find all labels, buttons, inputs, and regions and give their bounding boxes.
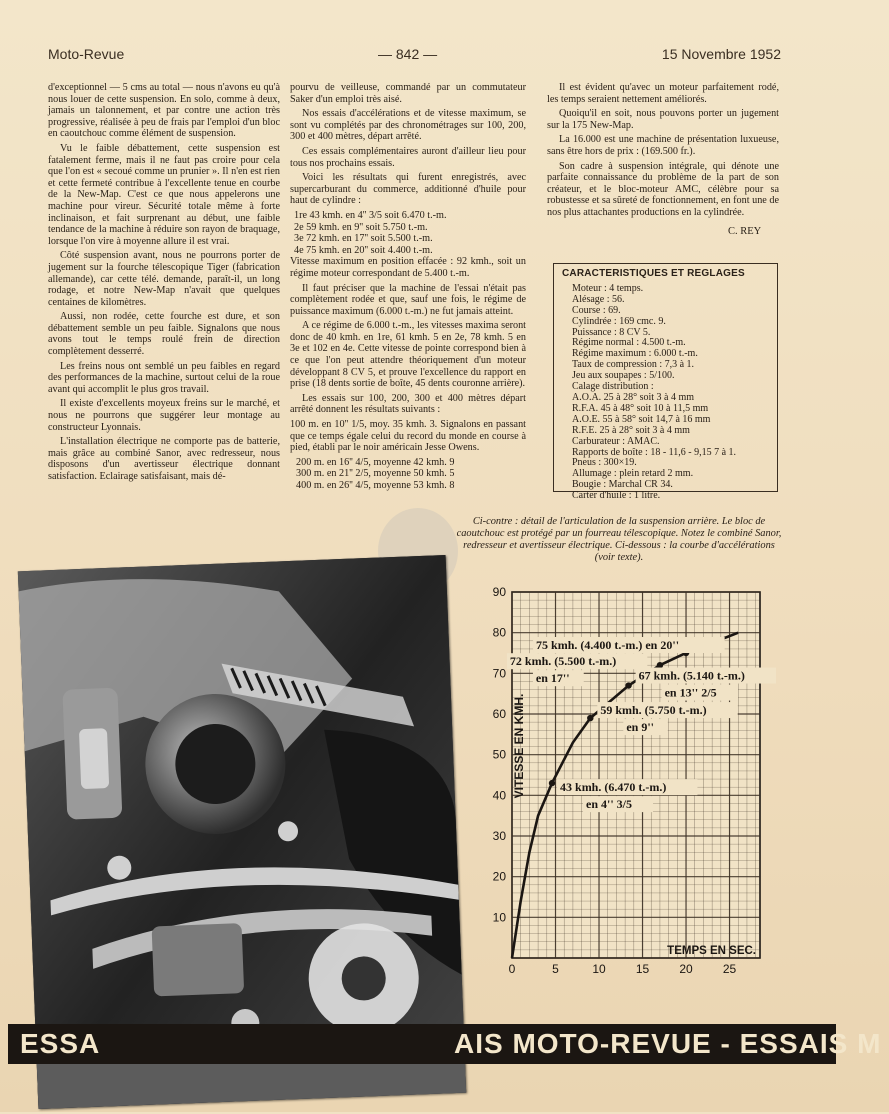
spec-row: Moteur : 4 temps. [572, 282, 644, 294]
data-point [625, 682, 631, 688]
x-tick-label: 15 [635, 962, 650, 976]
paragraph: A ce régime de 6.000 t.-m., les vitesses maxima seront donc de 40 kmh. en 1re, 61 kmh. 5 en 2e, 78 kmh. 5 en 3e et 102 en 4e. Cette vitesse de pointe correspond bien à ce que l'on peut attendre théoriquement d'un moteur développant 8 CV 5, et prouve l'excellence du rapport en prise (18 dents sortie de boîte, 45 dents couronne arrière). [290, 320, 526, 390]
author-signature: C. REY [728, 226, 762, 237]
spec-row: Bougie : Marchal CR 34. [572, 479, 673, 491]
essais-banner [8, 1024, 882, 1064]
result-line: 3e 72 kmh. en 17'' soit 5.500 t.-m. [294, 233, 433, 245]
spec-row: Régime normal : 4.500 t.-m. [572, 337, 686, 349]
data-label [533, 637, 725, 653]
paragraph: 100 m. en 10'' 1/5, moy. 35 kmh. 3. Signalons en passant que ce temps égale celui du record du monde en course à pied, établi par le noir américain Jesse Owens. [290, 419, 526, 454]
paragraph: Ces essais complémentaires auront d'ailleur lieu pour tous nos prochains essais. [290, 145, 526, 169]
paragraph: Les freins nous ont semblé un peu faibles en regard des performances de la machine, surtout celui de la roue avant qui accomplit le plus gros travail. [48, 360, 280, 395]
x-axis-ticks [509, 962, 737, 976]
data-label-text: 59 kmh. (5.750 t.-m.) [600, 703, 707, 718]
spec-row: R.F.E. 25 à 28° soit 3 à 4 mm [572, 424, 690, 436]
magazine-name: Moto-Revue [48, 46, 125, 62]
spec-row: Cylindrée : 169 cmc. 9. [572, 315, 666, 327]
spec-row: Taux de compression : 7,3 à 1. [572, 359, 695, 371]
paragraph: Il faut préciser que la machine de l'essai n'était pas complètement rodée et que, sauf une fois, le régime de puissance maximum (6.000 t.-m.) ne fut jamais atteint. [290, 282, 526, 317]
spec-row: Jeu aux soupapes : 5/100. [572, 370, 675, 382]
data-label-text: en 13'' 2/5 [664, 685, 717, 700]
spec-row: Puissance : 8 CV 5. [572, 326, 651, 338]
paragraph: Aussi, non rodée, cette fourche est dure, et son débattement semble un peu faible. Signalons que nous avons tout le temps roulé frein de direction complètement desserré. [48, 311, 280, 358]
paragraph: Son cadre à suspension intégrale, qui dénote une parfaite connaissance du problème de la part de son créateur, et le bloc-moteur AMC, célèbre pour sa robustesse et sa sûreté de fonctionnement, en font une de nos plus attachantes productions en la cylindrée. [547, 160, 779, 218]
data-label-text: en 4'' 3/5 [586, 797, 633, 812]
data-point [549, 780, 555, 786]
paragraph: pourvu de veilleuse, commandé par un commutateur Saker d'un emploi très aisé. [290, 82, 526, 105]
spec-row: Rapports de boîte : 18 - 11,6 - 9,15 7 à 1. [572, 446, 737, 458]
x-tick-label: 25 [722, 962, 737, 976]
result-line: 1re 43 kmh. en 4'' 3/5 soit 6.470 t.-m. [294, 209, 447, 221]
y-tick-label: 90 [492, 585, 506, 599]
paragraph: Quoiqu'il en soit, nous pouvons porter un jugement sur la 175 New-Map. [547, 108, 779, 131]
y-tick-label: 50 [492, 747, 506, 762]
spec-row: Allumage : plein retard 2 mm. [572, 468, 694, 480]
data-point [657, 662, 663, 668]
paragraph: Vu le faible débattement, cette suspension est fatalement ferme, mais il ne faut pas croire pour cela que l'on est « secoué comme un prunier ». Il n'en est rien et cette fermeté contribue à l'excellente tenue en courbe de la New-Map. C'est ce que nous appelerons une machine pour vireur. Sécurité totale même à forte inclinaison, et fait surprenant au début, une faible tendance de la machine à réduire son rayon de braquage, lorsque l'on vire à moyenne allure il est vrai. [48, 142, 280, 247]
text-column-1 [48, 82, 280, 514]
paragraph: Vitesse maximum en position effacée : 92 kmh., soit un régime moteur correspondant de 5.400 t.-m. [290, 256, 526, 279]
text-column-2 [290, 82, 526, 502]
acceleration-chart [470, 578, 770, 988]
y-tick-label: 40 [492, 788, 506, 803]
data-label-text: en 17'' [535, 671, 570, 686]
spec-row: A.O.E. 55 à 58° soit 14,7 à 16 mm [572, 413, 711, 425]
spec-row: Course : 69. [572, 304, 621, 316]
y-tick-label: 80 [492, 625, 506, 640]
page-header [48, 46, 781, 66]
data-label-text: 67 kmh. (5.140 t.-m.) [638, 668, 745, 683]
photo-caption: Ci-contre : détail de l'articulation de la suspension arrière. Le bloc de caoutchouc est protégé par un fourreau télescopique. Notez le combiné Sanor, redresseur et avertisseur électrique. Ci-dessous : la courbe d'accélérations (voir texte). [456, 516, 782, 563]
spec-row: Carter d'huile : 1 litre. [572, 490, 661, 502]
banner-text-right: AIS MOTO-REVUE - ESSAIS M [454, 1028, 882, 1059]
y-tick-label: 70 [492, 666, 506, 681]
spec-row: Régime maximum : 6.000 t.-m. [572, 348, 698, 360]
banner-text-left: ESSA [20, 1028, 101, 1059]
y-axis-label: VITESSE EN KMH. [512, 693, 526, 799]
specifications-title: CARACTERISTIQUES ET REGLAGES [562, 268, 745, 279]
x-tick-label: 10 [592, 962, 606, 976]
y-tick-label: 30 [492, 829, 506, 843]
x-tick-label: 5 [552, 962, 559, 976]
x-tick-label: 20 [679, 962, 693, 976]
result-line: 300 m. en 21'' 2/5, moyenne 50 kmh. 5 [296, 468, 455, 480]
result-line: 200 m. en 16'' 4/5, moyenne 42 kmh. 9 [296, 456, 455, 468]
spec-row: R.F.A. 45 à 48° soit 10 à 11,5 mm [572, 402, 709, 414]
specifications-box [553, 263, 778, 502]
paragraph: Il est évident qu'avec un moteur parfaitement rodé, les temps seraient nettement améliorés. [547, 82, 779, 105]
spec-row: Calage distribution : [572, 381, 654, 393]
y-tick-label: 10 [492, 910, 506, 925]
data-label-text: en 9'' [626, 720, 654, 735]
paragraph: d'exceptionnel — 5 cms au total — nous n'avons eu qu'à nous louer de cette suspension. En solo, comme à deux, jamais un talonnement, et par contre une action très progressive, réalisée à peu de frais par l'emploi d'un bloc en caoutchouc comme élément de suspension. [48, 82, 280, 140]
spec-row: A.O.A. 25 à 28° soit 3 à 4 mm [572, 391, 695, 403]
text-column-3 [547, 82, 779, 247]
data-label-text: 43 kmh. (6.470 t.-m.) [560, 780, 667, 795]
data-label-text: 72 kmh. (5.500 t.-m.) [509, 654, 617, 669]
y-tick-label: 60 [492, 707, 506, 721]
result-line: 4e 75 kmh. en 20'' soit 4.400 t.-m. [294, 244, 433, 256]
spec-row: Alésage : 56. [572, 293, 625, 305]
x-axis-label: TEMPS EN SEC. [667, 945, 756, 957]
paragraph: L'installation électrique ne comporte pas de batterie, mais grâce au combiné Sanor, avec redresseur, nous disposons d'un avertisseur électrique donnant satisfaction. Eclairage satisfaisant, mais dé- [48, 436, 280, 482]
paragraph: Côté suspension avant, nous ne pourrons porter de jugement sur la fourche télescopique Tiger (fabrication allemande), car cette télé. demande, paraît-il, un long rodage, et notre New-Map n'avait que quelques centaines de kilomètres. [48, 250, 280, 308]
paragraph: Il existe d'excellents moyeux freins sur le marché, et nous ne pourrons que suggérer leur montage au constructeur Lyonnais. [48, 398, 280, 433]
y-tick-label: 20 [492, 869, 506, 884]
paragraph: Nos essais d'accélérations et de vitesse maximum, se sont vu complétés par des chronométrages sur 100, 200, 300 et 400 mètres, départ arrêté. [290, 108, 526, 143]
data-point [587, 715, 593, 721]
spec-row: Carburateur : AMAC. [572, 435, 660, 447]
paragraph: Voici les résultats qui furent enregistrés, avec supercarburant du commerce, additionné d'huile pour haut de cylindre : [290, 172, 526, 207]
paragraph: La 16.000 est une machine de présentation luxueuse, sans être hors de prix : (169.500 fr.). [547, 134, 779, 157]
page-number: — 842 — [378, 46, 438, 62]
x-tick-label: 0 [508, 962, 516, 976]
y-axis-ticks [493, 585, 507, 924]
paragraph: Les essais sur 100, 200, 300 et 400 mètres départ arrêté donnent les résultats suivants : [290, 392, 526, 416]
spec-row: Pneus : 300×19. [572, 457, 637, 469]
result-line: 400 m. en 26'' 4/5, moyenne 53 kmh. 8 [296, 480, 455, 491]
issue-date: 15 Novembre 1952 [661, 46, 781, 62]
data-label-text: 75 kmh. (4.400 t.-m.) en 20'' [536, 638, 680, 652]
result-line: 2e 59 kmh. en 9'' soit 5.750 t.-m. [294, 221, 428, 233]
